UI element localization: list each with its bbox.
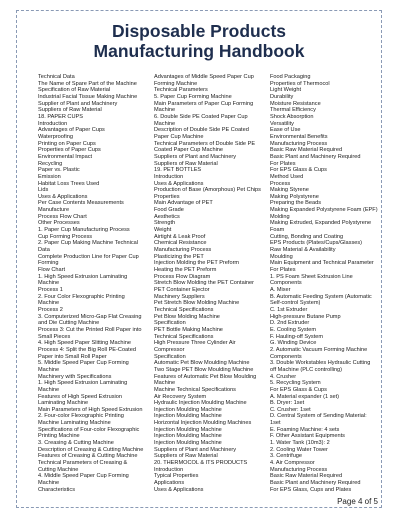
toc-entry: Specification of Raw Material	[38, 87, 111, 94]
toc-entry: Strength	[154, 220, 176, 227]
toc-entry: Features of High Speed Extrusion	[38, 393, 122, 400]
toc-entry: Making Extruded, Expanded Polystyrene	[270, 220, 372, 227]
toc-entry: Properties of Paper Cups	[38, 147, 101, 154]
toc-entry: Specification	[154, 353, 186, 360]
toc-entry: Chemical Resistance	[154, 240, 207, 247]
toc-entry: G. Winding Device	[270, 340, 317, 347]
toc-entry: For EPS Glass & Cups	[270, 386, 327, 393]
toc-entry: Advantages of Middle Speed Paper Cup	[154, 74, 254, 80]
toc-entry: Paper vs. Plastic	[38, 167, 80, 174]
toc-entry: Suppliers of Raw Material	[154, 160, 218, 167]
toc-entry: Hydraulic Injection Moulding Machine	[154, 400, 247, 407]
toc-entry: Two Stage PET Blow Moulding Machine	[154, 366, 254, 373]
toc-entry: Molding	[270, 213, 290, 220]
title-line-2: Manufacturing Handbook	[93, 41, 305, 61]
toc-entry: 5. Middle Speed Paper Cup Forming	[38, 360, 129, 367]
toc-entry: Emission	[38, 173, 61, 180]
toc-entry: Heating the PET Preform	[154, 267, 217, 274]
toc-entry: Industrial Facial Tissue Making Machine	[38, 93, 138, 100]
toc-entry: Forming Machine	[154, 80, 198, 87]
toc-entry: Cutting Machine	[38, 466, 79, 473]
toc-entry: off Machine (PLC controlling)	[270, 366, 343, 373]
toc-entry: For EPS Glass & Cups	[270, 167, 327, 174]
toc-entry: For EPS Glass, Cups and Plates	[270, 486, 352, 493]
toc-entry: 1. High Speed Extrusion Laminating	[38, 380, 128, 387]
toc-entry: Basic Raw Material Required	[270, 473, 343, 480]
toc-entry: 3. Centrifuge	[270, 453, 303, 460]
toc-entry: Properties	[154, 193, 180, 200]
toc-entry: Basic Plant and Machinery Required	[270, 153, 361, 160]
toc-entry: Other Processes	[38, 220, 80, 227]
toc-entry: Forming	[38, 260, 59, 267]
toc-entry: Machine	[154, 380, 176, 387]
toc-entry: Thermal Efficiency	[270, 107, 316, 114]
toc-entry: Characteristics	[38, 486, 75, 493]
toc-entry: B. Automatic Feeding System (Automatic	[270, 293, 372, 300]
toc-entry: Pet Stretch Blow Molding Machine	[154, 300, 240, 307]
toc-entry: Technical Parameters	[154, 87, 208, 94]
toc-entry: Ease of Use	[270, 127, 301, 134]
toc-entry: F. Other Assistant Equipments	[270, 433, 345, 440]
toc-entry: Injection Moulding Machine	[154, 433, 222, 440]
toc-entry: Main Parameters of High Speed Extrusion	[38, 406, 143, 413]
toc-entry: F. Hauling-off System	[270, 333, 324, 340]
toc-entry: Properties of Thermocol	[270, 80, 330, 87]
toc-entry: Technical Parameters of Creasing &	[38, 460, 128, 467]
toc-entry: Horizontal Injection Moulding Machines	[154, 420, 252, 427]
toc-entry: Technical Specifications	[154, 333, 214, 340]
toc-entry: Machinery with Specifications	[38, 373, 112, 380]
toc-entry: Technical Parameters of Double Side PE	[154, 140, 256, 147]
toc-entry: Components	[270, 353, 302, 360]
toc-entry: Environmental Benefits	[270, 133, 328, 140]
toc-entry: Basic Plant and Machinery Required	[270, 480, 361, 487]
toc-entry: 1. Water Tank (10m3): 2	[270, 440, 330, 447]
toc-column-1	[38, 74, 146, 493]
toc-entry: Per Case Contents Measurements	[38, 200, 124, 207]
toc-entry: 1. Paper Cup Manufacturing Process	[38, 227, 130, 234]
toc-entry: Process	[270, 180, 291, 187]
toc-entry: 2. Automatic Vacuum Forming Machine	[270, 346, 368, 353]
toc-entry: 3. Computerized Micro-Gap Flat Creasing	[38, 313, 142, 320]
toc-entry: Moisture Resistance	[270, 100, 321, 107]
page-title	[17, 21, 381, 61]
toc-entry: 18. PAPER CUPS	[38, 113, 83, 120]
toc-entry: Weight	[154, 227, 172, 234]
toc-entry: Process 2	[38, 306, 63, 313]
toc-entry: Specification	[154, 320, 186, 327]
toc-entry: For Plates	[270, 267, 296, 274]
toc-entry: C. 1st Extruder	[270, 306, 308, 313]
toc-entry: Introduction	[154, 466, 184, 473]
toc-entry: Features of Automatic Pet Blow Moulding	[154, 373, 257, 380]
toc-entry: C. Crusher: 1set	[270, 406, 311, 413]
toc-entry: Main Equipment and Technical Parameter	[270, 260, 374, 267]
toc-entry: Process 1	[38, 287, 63, 293]
toc-entry: The Name of Spare Part of the Machine	[38, 80, 137, 87]
toc-entry: 4. High Speed Paper Slitting Machine	[38, 340, 131, 347]
toc-entry: Introduction	[154, 173, 184, 180]
toc-entry: 6. Double Side PE Coated Paper Cup	[154, 113, 248, 120]
toc-entry: 2. Four Color Flexographic Printing	[38, 293, 125, 300]
toc-entry: Specifications of Four-color Flexographic	[38, 426, 140, 433]
toc-entry: Machine	[154, 120, 176, 127]
toc-entry: 2. Paper Cup Making Machine Technical	[38, 240, 139, 247]
toc-entry: Manufacturing Process	[270, 466, 328, 473]
toc-entry: Machinery Suppliers	[154, 293, 205, 300]
toc-entry: High-pressure Butane Pump	[270, 313, 341, 320]
toc-entry: Stretch Blow Molding the PET Container	[154, 280, 255, 287]
toc-entry: Injection Moulding Machine	[154, 413, 222, 420]
toc-entry: Machine	[154, 107, 176, 114]
toc-entry: D. Central System of Sending Material:	[270, 413, 367, 420]
toc-entry: 5. Paper Cup Forming Machine	[154, 93, 232, 100]
toc-entry: Basic Raw Material Required	[270, 147, 343, 154]
toc-entry: Plasticizing the PET	[154, 253, 204, 260]
toc-entry: Typical Properties	[154, 473, 199, 480]
toc-entry: Description of Creasing & Cutting Machine	[38, 446, 144, 453]
toc-entry: Printing Machine	[38, 433, 80, 440]
toc-entry: Injection Molding the PET Preform	[154, 260, 240, 267]
title-line-1: Disposable Products	[111, 21, 287, 41]
toc-entry: Pet Blow Molding Machine	[154, 313, 220, 320]
toc-entry: Habitat Loss Trees Used	[38, 180, 100, 187]
toc-entry: Applications	[154, 480, 185, 487]
toc-entry: 3. Double Workstables Hydraulic Cutting	[270, 360, 371, 367]
toc-entry: 19. PET BOTTLES	[154, 167, 202, 174]
toc-entry: 5. Recycling System	[270, 380, 321, 387]
toc-entry: Coated Paper Cup Machine	[154, 147, 224, 154]
toc-entry: Manufacturing Process	[154, 247, 212, 254]
toc-entry: Uses & Applications	[154, 486, 204, 493]
toc-entry: Components	[270, 280, 302, 287]
toc-entry: Machine	[38, 366, 60, 373]
page-number: Page 4 of 5	[337, 497, 378, 506]
toc-entry: Main Parameters of Paper Cup Forming	[154, 100, 254, 107]
toc-entry: 4. Middle Speed Paper Cup Forming	[38, 473, 129, 480]
toc-entry: Machine	[38, 300, 60, 307]
toc-entry: Main Advantage of PET	[154, 200, 213, 207]
toc-entry: Features of Creasing & Cutting Machine	[38, 453, 138, 460]
toc-entry: Process Flow Diagram	[154, 273, 211, 280]
toc-entry: Machine	[38, 280, 60, 287]
toc-entry: Printing on Paper Cups	[38, 140, 96, 147]
toc-entry: Machine Technical Specifications	[154, 386, 236, 393]
toc-entry: Compressor	[154, 346, 185, 353]
toc-entry: Production of Base (Amorphous) Pet Chips	[154, 187, 261, 194]
toc-entry: Machine	[38, 480, 60, 487]
toc-entry: A. Material expander (1 set)	[270, 393, 340, 400]
toc-entry: Cup Forming Process	[38, 233, 93, 240]
toc-entry: and Die Cutting Machine	[38, 320, 100, 327]
toc-entry: Shock Absorption	[270, 113, 314, 120]
toc-column-3	[270, 74, 378, 493]
toc-entry: Technical Data	[38, 74, 75, 80]
toc-entry: Process Flow Chart	[38, 213, 87, 220]
toc-entry: Suppliers of Plant and Machinery	[154, 153, 237, 160]
toc-entry: Uses & Applications	[38, 193, 88, 200]
toc-entry: D. 2nd Extruder	[270, 320, 310, 327]
toc-entry: Air Recovery System	[154, 393, 207, 400]
toc-entry: Suppliers of Plant and Machinery	[154, 446, 237, 453]
toc-entry: 2. Four-color Flexographic Printing	[38, 413, 124, 420]
toc-entry: A. Mixer	[270, 287, 291, 293]
toc-entry: Automatic Pet Blow Moulding Machine	[154, 360, 250, 367]
toc-entry: Food Grade	[154, 207, 184, 214]
toc-entry: Injection Moulding Machine	[154, 440, 222, 447]
toc-entry: Paper into Small Roll Paper	[38, 353, 107, 360]
toc-entry: Suppliers of Raw Material	[154, 453, 218, 460]
toc-entry: EPS Products (Plates/Cups/Glasses)	[270, 240, 363, 247]
toc-entry: Foam	[270, 227, 285, 234]
toc-entry: Light Weight	[270, 87, 301, 94]
toc-entry: Aesthetics	[154, 213, 180, 220]
toc-entry: Method Used	[270, 173, 304, 180]
toc-entry: B. Dryer: 1set	[270, 400, 305, 407]
toc-entry: Preparing the Beads	[270, 200, 321, 207]
toc-entry: Recycling	[38, 160, 63, 167]
toc-entry: Uses & Applications	[154, 180, 204, 187]
toc-entry: Injection Moulding Machine	[154, 426, 222, 433]
toc-entry: Paper Cup Machine	[154, 133, 204, 140]
toc-entry: Making Polystyrene	[270, 193, 319, 200]
toc-entry: 20. THERMOCOL & ITS PRODUCTS	[154, 460, 248, 467]
toc-entry: Cutting, Bonding and Coating	[270, 233, 344, 240]
toc-entry: 1. PS Foam Sheet Extrusion Line	[270, 273, 353, 280]
toc-entry: Technical Specifications	[154, 306, 214, 313]
toc-column-2	[154, 74, 262, 493]
toc-entry: Manufacture	[38, 207, 70, 214]
toc-entry: Description of Double Side PE Coated	[154, 127, 249, 134]
toc-entry: Process 4: Split the Big Roll PE-Coated	[38, 346, 136, 353]
toc-entry: Complete Production Line for Paper Cup	[38, 253, 139, 260]
toc-entry: Airtight & Leak Proof	[154, 233, 206, 240]
toc-entry: Flow Chart	[38, 267, 66, 274]
toc-entry: 1set	[270, 420, 281, 427]
toc-entry: Suppliers of Raw Material	[38, 107, 102, 114]
toc-entry: 4. Air Compressor	[270, 460, 315, 467]
toc-entry: Environmental Impact	[38, 153, 93, 160]
toc-entry: Data	[38, 247, 50, 254]
toc-entry: 2. Cooling Water Tower	[270, 446, 328, 453]
toc-entry: Lids	[38, 187, 49, 194]
toc-entry: For Plates	[270, 160, 296, 167]
toc-entry: Small Pieces	[38, 333, 71, 340]
toc-entry: Supplier of Plant and Machinery	[38, 100, 118, 107]
toc-entry: Machine	[38, 386, 60, 393]
toc-entry: Injection Moulding Machine	[154, 406, 222, 413]
toc-entry: Raw Material & Availability	[270, 247, 336, 254]
toc-entry: E. Cooling System	[270, 326, 317, 333]
toc-entry: Versatility	[270, 120, 294, 127]
toc-entry: 1. High Speed Extrusion Laminating	[38, 273, 128, 280]
toc-entry: Waterproofing	[38, 133, 73, 140]
toc-entry: Making Expanded Polystyrene Foam (EPF)	[270, 207, 378, 214]
toc-entry: Moulding	[270, 253, 293, 260]
toc-entry: Process 3: Cut the Printed Roll Paper into	[38, 326, 142, 333]
toc-entry: Introduction	[38, 120, 68, 127]
toc-entry: Machine Laminating Machine	[38, 420, 111, 427]
toc-entry: High Pressure Three Cylinder Air	[154, 340, 236, 347]
toc-entry: 3. Creasing & Cutting Machine	[38, 440, 114, 447]
toc-entry: 4. Crusher	[270, 373, 297, 380]
toc-entry: Advantages of Paper Cups	[38, 127, 105, 134]
toc-entry: PET Bottle Making Machine	[154, 326, 223, 333]
toc-entry: E. Foaming Machine: 4 sets	[270, 426, 340, 433]
toc-entry: Manufacturing Process	[270, 140, 328, 147]
toc-entry: Self-control System)	[270, 300, 321, 307]
toc-entry: Durability	[270, 93, 294, 100]
toc-entry: Food Packaging	[270, 74, 311, 80]
toc-entry: PET Container Ejector	[154, 287, 210, 293]
toc-entry: Laminating Machine	[38, 400, 89, 407]
toc-entry: Making Styrene	[270, 187, 309, 194]
